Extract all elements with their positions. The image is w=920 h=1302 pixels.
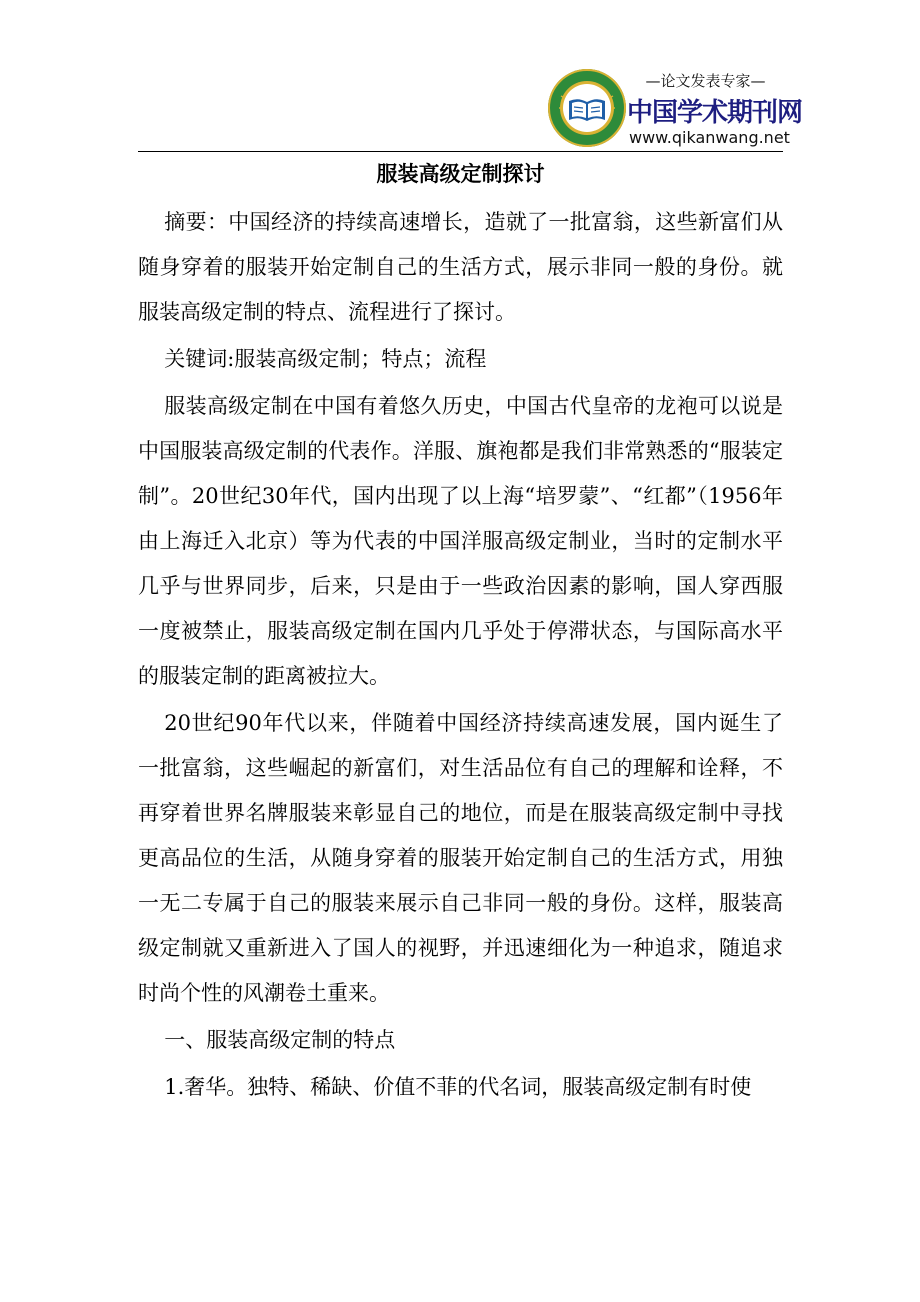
journal-brand-name: 中国学术期刊网: [627, 98, 803, 128]
document-body: [138, 200, 783, 1110]
abstract-paragraph: 摘要：中国经济的持续高速增长，造就了一批富翁，这些新富们从随身穿着的服装开始定制自己的生活方式，展示非同一般的身份。就服装高级定制的特点、流程进行了探讨。: [138, 210, 783, 324]
section-heading-features: 一、服装高级定制的特点: [164, 1028, 396, 1052]
header-rule: [138, 151, 783, 152]
body-paragraph-1: 服装高级定制在中国有着悠久历史，中国古代皇帝的龙袍可以说是中国服装高级定制的代表作。洋服、旗袍都是我们非常熟悉的“服装定制”。20世纪30年代，国内出现了以上海“培罗蒙”、“红都”（1956年由上海迁入北京）等为代表的中国洋服高级定制业，当时的定制水平几乎与世界同步，后来，只是由于一些政治因素的影响，国人穿西服一度被禁止，服装高级定制在国内几乎处于停滞状态，与国际高水平的服装定制的距离被拉大。: [138, 394, 783, 688]
keywords-line: 关键词:服装高级定制；特点；流程: [164, 347, 487, 371]
body-paragraph-2: 20世纪90年代以来，伴随着中国经济持续高速发展，国内诞生了一批富翁，这些崛起的新富们，对生活品位有自己的理解和诠释，不再穿着世界名牌服装来彰显自己的地位，而是在服装高级定制中寻找更高品位的生活，从随身穿着的服装开始定制自己的生活方式，用独一无二专属于自己的服装来展示自己非同一般的身份。这样，服装高级定制就又重新进入了国人的视野，并迅速细化为一种追求，随追求时尚个性的风潮卷土重来。: [138, 711, 783, 1005]
journal-tagline: —论文发表专家—: [645, 72, 766, 90]
journal-url: www.qikanwang.net: [629, 128, 790, 147]
list-item-luxury: 1.奢华。独特、稀缺、价值不菲的代名词，服装高级定制有时使: [164, 1075, 752, 1099]
document-title: 服装高级定制探讨: [376, 161, 545, 186]
journal-seal-logo: [547, 68, 627, 148]
journal-header: [543, 62, 803, 150]
